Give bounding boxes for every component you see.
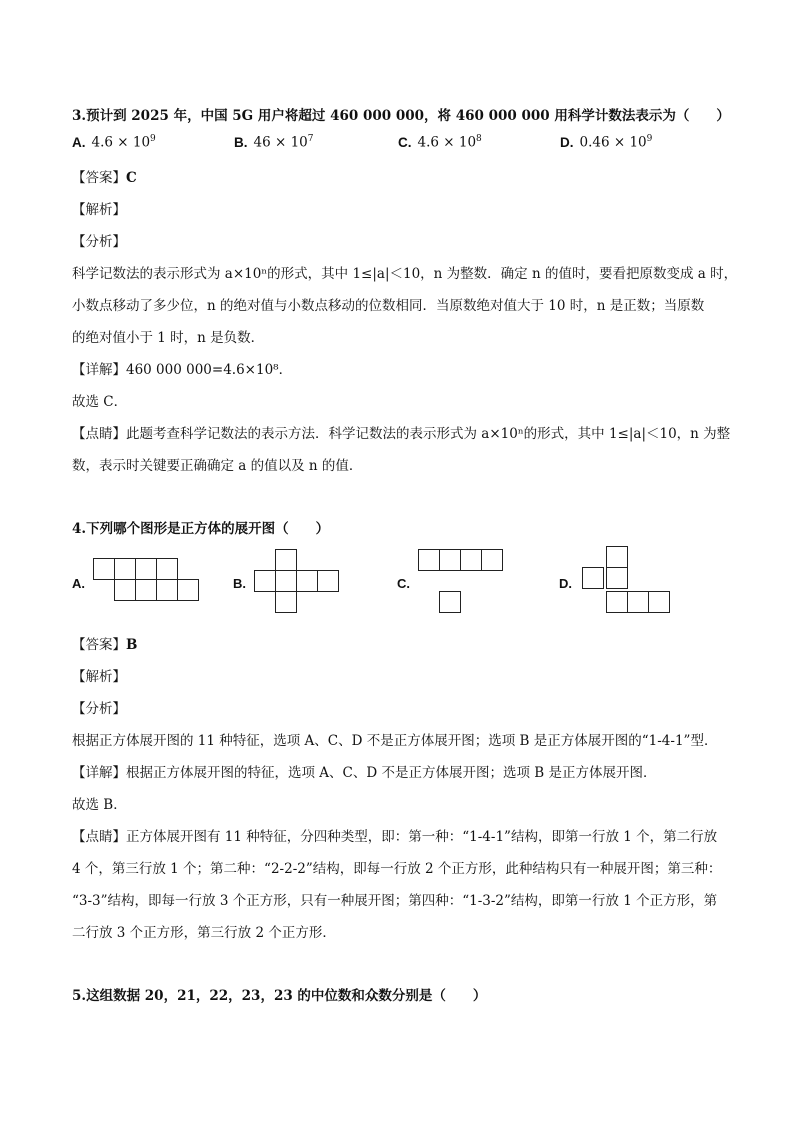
q3-option-a: A. $4.6 \times 10^9$ [72, 134, 156, 151]
q4-jiexi: 【解析】 [72, 669, 126, 685]
q5-question: 5.这组数据 20，21，22，23，23 的中位数和众数分别是（ ） [72, 988, 487, 1004]
q4-choose: 故选 B． [72, 797, 127, 813]
q4-analysis: 根据正方体展开图的 11 种特征，选项 A、C、D 不是正方体展开图；选项 B 是正方体展开图的“1-4-1”型． [72, 733, 718, 749]
q3-detail: 【详解】460 000 000=4.6×10⁸． [72, 362, 293, 378]
q3-question: 3.预计到 2025 年，中国 5G 用户将超过 460 000 000，将 460 000 000 用科学计数法表示为（ ） [72, 108, 730, 124]
q4-option-a-label: A. [72, 576, 85, 591]
q3-option-c: C. $4.6 \times 10^8$ [398, 134, 482, 151]
q4-detail: 【详解】根据正方体展开图的特征，选项 A、C、D 不是正方体展开图；选项 B 是正方体展开图． [72, 765, 657, 781]
q3-comment-line-1: 【点睛】此题考查科学记数法的表示方法．科学记数法的表示形式为 a×10ⁿ的形式，其中 1≤|a|＜10，n 为整 [72, 426, 731, 442]
q3-answer: 【答案】C [72, 170, 137, 186]
q4-comment-line-3: “3-3”结构，即每一行放 3 个正方形，只有一种展开图；第四种：“1-3-2”结构，即第一行放 1 个正方形，第 [72, 893, 718, 909]
q4-comment-line-4: 二行放 3 个正方形，第三行放 2 个正方形． [72, 925, 336, 941]
q3-jiexi: 【解析】 [72, 202, 126, 218]
q3-analysis-line-1: 科学记数法的表示形式为 a×10ⁿ的形式，其中 1≤|a|＜10，n 为整数．确定 n 的值时，要看把原数变成 a 时， [72, 266, 738, 282]
q3-analysis-line-3: 的绝对值小于 1 时，n 是负数． [72, 330, 265, 346]
q4-option-c-label: C. [397, 576, 410, 591]
q4-comment-line-1: 【点睛】正方体展开图有 11 种特征，分四种类型，即：第一种：“1-4-1”结构，即第一行放 1 个，第二行放 [72, 829, 718, 845]
q4-fenxi: 【分析】 [72, 701, 126, 717]
q3-comment-line-2: 数，表示时关键要正确确定 a 的值以及 n 的值． [72, 458, 363, 474]
q4-option-d-label: D. [559, 576, 572, 591]
q3-option-b: B. $46 \times 10^7$ [234, 134, 314, 151]
q3-choose: 故选 C． [72, 394, 128, 410]
q3-option-d: D. $0.46 \times 10^9$ [560, 134, 653, 151]
q4-comment-line-2: 4 个，第三行放 1 个；第二种：“2-2-2”结构，即每一行放 2 个正方形，此种结构只有一种展开图；第三种： [72, 861, 722, 877]
q3-fenxi: 【分析】 [72, 234, 126, 250]
q4-option-b-label: B. [233, 576, 246, 591]
q3-analysis-line-2: 小数点移动了多少位，n 的绝对值与小数点移动的位数相同．当原数绝对值大于 10 时，n 是正数；当原数 [72, 298, 705, 314]
q4-question: 4.下列哪个图形是正方体的展开图（ ） [72, 521, 330, 537]
q4-answer: 【答案】B [72, 637, 138, 653]
